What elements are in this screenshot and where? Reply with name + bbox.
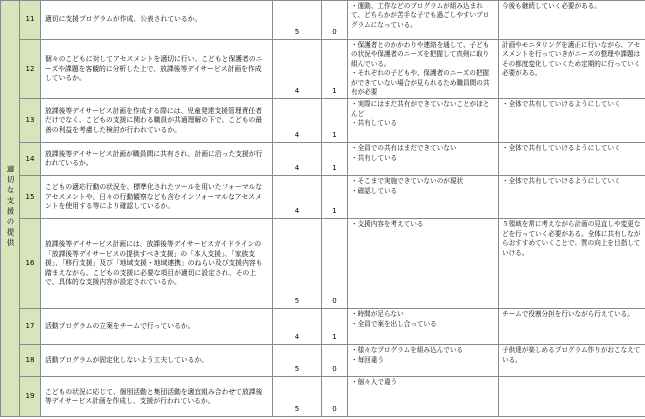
- item-number: 14: [20, 143, 41, 176]
- category-cell: [1, 1, 20, 417]
- table-row: [1, 143, 645, 176]
- comments-cell: [348, 176, 499, 219]
- comments-cell: [348, 40, 499, 99]
- parent-comment: ・時間が足らない: [351, 310, 404, 319]
- parent-comment: ・全員での共有はまだできていない: [351, 144, 457, 153]
- question-text: こどもの適応行動の状況を、標準化されたツールを用いたフォーマルなアセスメントや、日々の行動観察なども含むインフォーマルなアセスメントを使用する等により確認しているか。: [41, 176, 273, 219]
- question-text: 放課後等デイサービス計画が職員間に共有され、計画に沿った支援が行われているか。: [41, 143, 273, 176]
- response-text: ・全体で共有していけるようにしていく: [499, 176, 645, 219]
- comments-cell: [348, 1, 499, 40]
- yes-count: 4: [273, 99, 322, 143]
- table-row: [1, 1, 645, 40]
- question-text: 適切に支援プログラムが作成、公表されているか。: [41, 1, 273, 40]
- yes-count: 4: [273, 176, 322, 219]
- parent-comment: ・確認している: [351, 186, 398, 195]
- table-row: [1, 219, 645, 309]
- response-text: 計画やモニタリングを適正に行いながら、アセスメントを行っていきがニーズの整理や課題はその都度変化していくため定期的に行っていく必要がある。: [499, 40, 645, 99]
- comments-cell: [348, 377, 499, 417]
- parent-comment: ・共有している: [351, 119, 398, 128]
- item-number: 11: [20, 1, 41, 40]
- item-number: 13: [20, 99, 41, 143]
- item-number: 19: [20, 377, 41, 417]
- yes-count: 5: [273, 219, 322, 309]
- response-text: チームで役割分担を行いながら行えている。: [499, 309, 645, 345]
- yes-count: 5: [273, 345, 322, 377]
- parent-comment: ・それぞれの子どもや、保護者のニーズの把握ができていない場合が見られるため職員間の共有が必要: [351, 69, 490, 97]
- no-count: 0: [322, 377, 348, 417]
- parent-comment: ・そこまで実施できていないのが現状: [351, 177, 464, 186]
- parent-comment: ・様々なプログラムを組み込んでいる: [351, 346, 464, 355]
- parent-comment: ・実際にはまだ共有ができていないことがほとんど: [351, 100, 490, 118]
- item-number: 16: [20, 219, 41, 309]
- no-count: 0: [322, 345, 348, 377]
- parent-comment: ・個々人で違う: [351, 378, 398, 387]
- yes-count: 4: [273, 40, 322, 99]
- parent-comment: ・全員で案を出し合っている: [351, 319, 437, 328]
- parent-comment: ・運動、工作などのプログラムが組み込まれて、どちらかが苦手な子でも過ごしやすいプログラムになっている。: [351, 2, 490, 29]
- parent-comment: ・毎回違う: [351, 355, 384, 364]
- question-text: 活動プログラムが固定化しないよう工夫しているか。: [41, 345, 273, 377]
- no-count: 0: [322, 219, 348, 309]
- question-text: 放課後等デイサービス計画には、放課後等デイサービスガイドラインの「放課後等デイサービスの提供すべき支援」の「本人支援」、「家族支援」、「移行支援」及び「地域支援・地域連携」のねらい及び支援内容も踏まえながら、こどもの支援に必要な項目が適切に設定され、その上で、具体的な支援内容が設定されているか。: [41, 219, 273, 309]
- response-text: ・全体で共有していけるようにしていく: [499, 99, 645, 143]
- yes-count: 5: [273, 1, 322, 40]
- item-number: 17: [20, 309, 41, 345]
- item-number: 18: [20, 345, 41, 377]
- table-row: [1, 99, 645, 143]
- response-text: [499, 377, 645, 417]
- yes-count: 4: [273, 143, 322, 176]
- comments-cell: [348, 309, 499, 345]
- no-count: 1: [322, 40, 348, 99]
- no-count: 0: [322, 1, 348, 40]
- response-text: 今後も継続していく必要がある。: [499, 1, 645, 40]
- table-row: [1, 40, 645, 99]
- question-text: 個々のこどもに対してアセスメントを適切に行い、こどもと保護者のニーズや課題を客観的に分析した上で、放課後等デイサービス計画を作成しているか。: [41, 40, 273, 99]
- no-count: 1: [322, 143, 348, 176]
- parent-comment: ・支援内容を考えている: [351, 220, 424, 229]
- parent-comment: ・保護者とのかかわりや連絡を通して、子どもの状況や保護者のニーズを把握して真剣に取り組んでいる。: [351, 41, 490, 68]
- item-number: 15: [20, 176, 41, 219]
- yes-count: 5: [273, 377, 322, 417]
- table-row: [1, 176, 645, 219]
- category-label: 適切な支援の提供: [6, 165, 15, 250]
- comments-cell: [348, 99, 499, 143]
- item-number: 12: [20, 40, 41, 99]
- question-text: 活動プログラムの立案をチームで行っているか。: [41, 309, 273, 345]
- response-text: ・全体で共有していけるようにしていく: [499, 143, 645, 176]
- no-count: 1: [322, 176, 348, 219]
- table-row: [1, 345, 645, 377]
- comments-cell: [348, 219, 499, 309]
- response-text: 子供達が楽しめるプログラム作りがおこなえている。: [499, 345, 645, 377]
- table-row: [1, 309, 645, 345]
- comments-cell: [348, 345, 499, 377]
- question-text: こどもの状況に応じて、個別活動と集団活動を適宜組み合わせて放課後等デイサービス計画を作成し、支援が行われているか。: [41, 377, 273, 417]
- no-count: 1: [322, 309, 348, 345]
- table-row: [1, 377, 645, 417]
- comments-cell: [348, 143, 499, 176]
- parent-comment: ・共有している: [351, 153, 398, 162]
- yes-count: 4: [273, 309, 322, 345]
- no-count: 1: [322, 99, 348, 143]
- response-text: ５領域を常に考えながら計画の見直しや変更などを行っていく必要がある。全体に共有しながらおすすめていくことで、質の向上を目指していける。: [499, 219, 645, 309]
- question-text: 放課後等デイサービス計画を作成する際には、児童発達支援管理責任者だけでなく、こどもの支援に関わる職員が共通理解の下で、こどもの最善の利益を考慮した検討が行われているか。: [41, 99, 273, 143]
